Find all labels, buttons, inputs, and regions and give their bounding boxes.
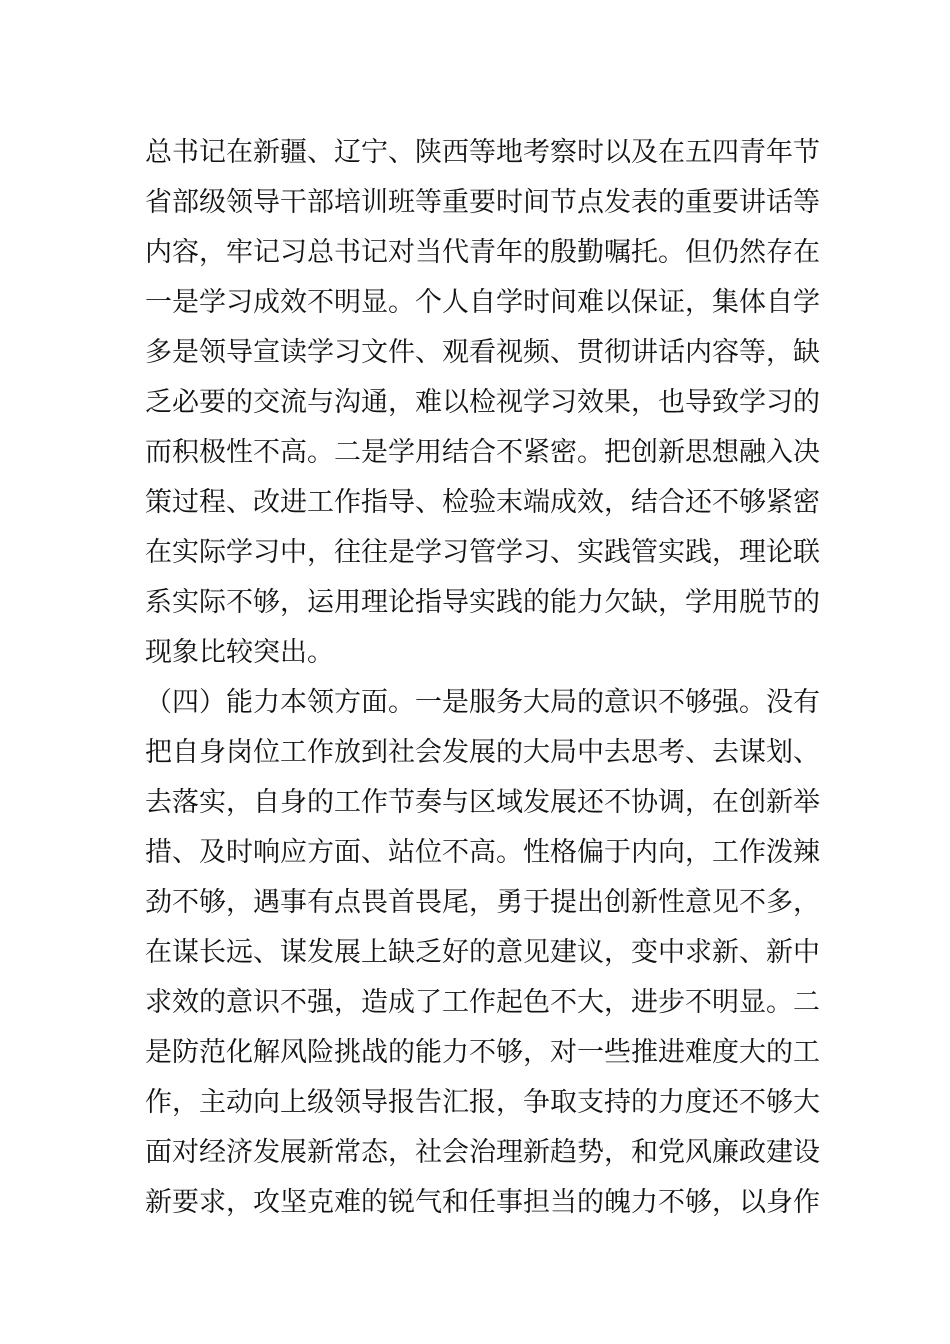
- text-line: 在谋长远、谋发展上缺乏好的意见建议，变中求新、新中: [145, 937, 820, 968]
- text-line: 一是学习成效不明显。个人自学时间难以保证，集体自学: [145, 287, 820, 318]
- document-body: [145, 128, 825, 1228]
- text-line: 系实际不够，运用理论指导实践的能力欠缺，学用脱节的: [145, 587, 820, 618]
- text-line: 是防范化解风险挑战的能力不够，对一些推进难度大的工: [145, 1037, 820, 1068]
- text-line: 乏必要的交流与沟通，难以检视学习效果，也导致学习的: [145, 387, 820, 418]
- text-line: 作，主动向上级领导报告汇报，争取支持的力度还不够大: [145, 1087, 820, 1118]
- text-line: 面对经济发展新常态，社会治理新趋势，和党风廉政建设: [145, 1137, 820, 1168]
- text-line: 求效的意识不强，造成了工作起色不大，进步不明显。二: [145, 987, 820, 1018]
- text-line: 去落实，自身的工作节奏与区域发展还不协调，在创新举: [145, 787, 820, 818]
- text-line: 多是领导宣读学习文件、观看视频、贯彻讲话内容等，缺: [145, 337, 820, 368]
- text-line: 新要求，攻坚克难的锐气和任事担当的魄力不够，以身作: [145, 1187, 820, 1218]
- text-line: 在实际学习中，往往是学习管学习、实践管实践，理论联: [145, 537, 820, 568]
- section-heading-line: （四）能力本领方面。一是服务大局的意识不够强。没有: [145, 687, 820, 718]
- text-line: 措、及时响应方面、站位不高。性格偏于内向，工作泼辣: [145, 837, 820, 868]
- text-line: 省部级领导干部培训班等重要时间节点发表的重要讲话等: [145, 187, 820, 218]
- text-line: 策过程、改进工作指导、检验末端成效，结合还不够紧密: [145, 487, 820, 518]
- text-line: 现象比较突出。: [145, 637, 334, 668]
- text-line: 总书记在新疆、辽宁、陕西等地考察时以及在五四青年节: [145, 137, 820, 168]
- text-line: 把自身岗位工作放到社会发展的大局中去思考、去谋划、: [145, 737, 820, 768]
- text-line: 内容，牢记习总书记对当代青年的殷勤嘱托。但仍然存在: [145, 237, 820, 268]
- text-line: 而积极性不高。二是学用结合不紧密。把创新思想融入决: [145, 437, 820, 468]
- text-line: 劲不够，遇事有点畏首畏尾，勇于提出创新性意见不多，: [145, 887, 820, 918]
